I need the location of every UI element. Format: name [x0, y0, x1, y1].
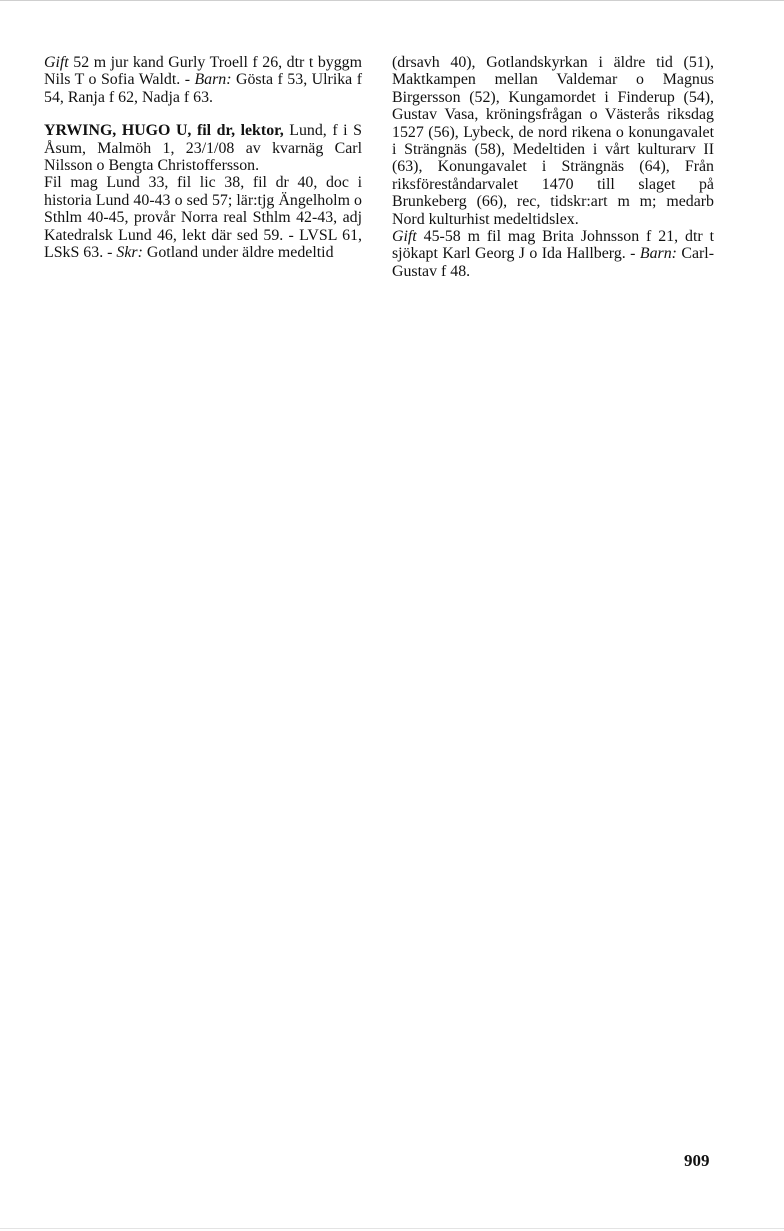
page-number: 909 [684, 1151, 710, 1170]
career-text: Fil mag Lund 33, fil lic 38, fil dr 40, doc i historia Lund 40-43 o sed 57; lär:tjg Ängelholm o Sthlm 40-45, provår Norra real Sthlm 42-43, adj Katedralsk Lund 46, lekt där sed 59. - LVSL 61, LSkS 63. - [44, 174, 362, 262]
barn-text: Carl-Gustav f 48. [392, 245, 714, 280]
gift-text: 52 m jur kand Gurly Troell f 26, dtr t byggm Nils T o Sofia Waldt. - [44, 54, 362, 89]
barn-text: Gösta f 53, Ulrika f 54, Ranja f 62, Nadja f 63. [44, 71, 362, 106]
barn-label: Barn: [639, 245, 677, 263]
gift-label: Gift [392, 228, 417, 246]
skr-label: Skr: [116, 244, 143, 262]
right-column [392, 54, 714, 280]
entry-name: YRWING, HUGO U, fil dr, lektor, [44, 122, 284, 140]
gift-text: 45-58 m fil mag Brita Johnsson f 21, dtr t sjökapt Karl Georg J o Ida Hallberg. - [392, 228, 714, 263]
gift-label: Gift [44, 54, 69, 71]
skr-text: Gotland under äldre medeltid [142, 244, 334, 262]
entry-family [392, 228, 714, 280]
top-scan-edge [0, 0, 784, 1]
entry-career [44, 174, 362, 261]
entry-yrwing-header [44, 122, 362, 174]
previous-entry-family [44, 54, 362, 106]
writings-continued: (drsavh 40), Gotlandskyrkan i äldre tid (51), Maktkampen mellan Valdemar o Magnus Birgersson (52), Kungamordet i Finderup (54), Gustav Vasa, kröningsfrågan o Västerås riksdag 1527 (56), Lybeck, de nord rikena o konungavalet i Strängnäs (58), Medeltiden i vårt kulturarv II (63), Konungavalet i Strängnäs (64), Från riksföreståndarvalet 1470 till slaget på Brunkeberg (66), rec, tidskr:art m m; medarb Nord kulturhist medeltidslex. [392, 54, 714, 228]
bottom-scan-edge [0, 1228, 784, 1229]
entry-birth: Lund, f i S Åsum, Malmöh 1, 23/1/08 av kvarnäg Carl Nilsson o Bengta Christoffersson. [44, 122, 362, 175]
barn-label: Barn: [194, 71, 232, 89]
left-column [44, 54, 362, 261]
